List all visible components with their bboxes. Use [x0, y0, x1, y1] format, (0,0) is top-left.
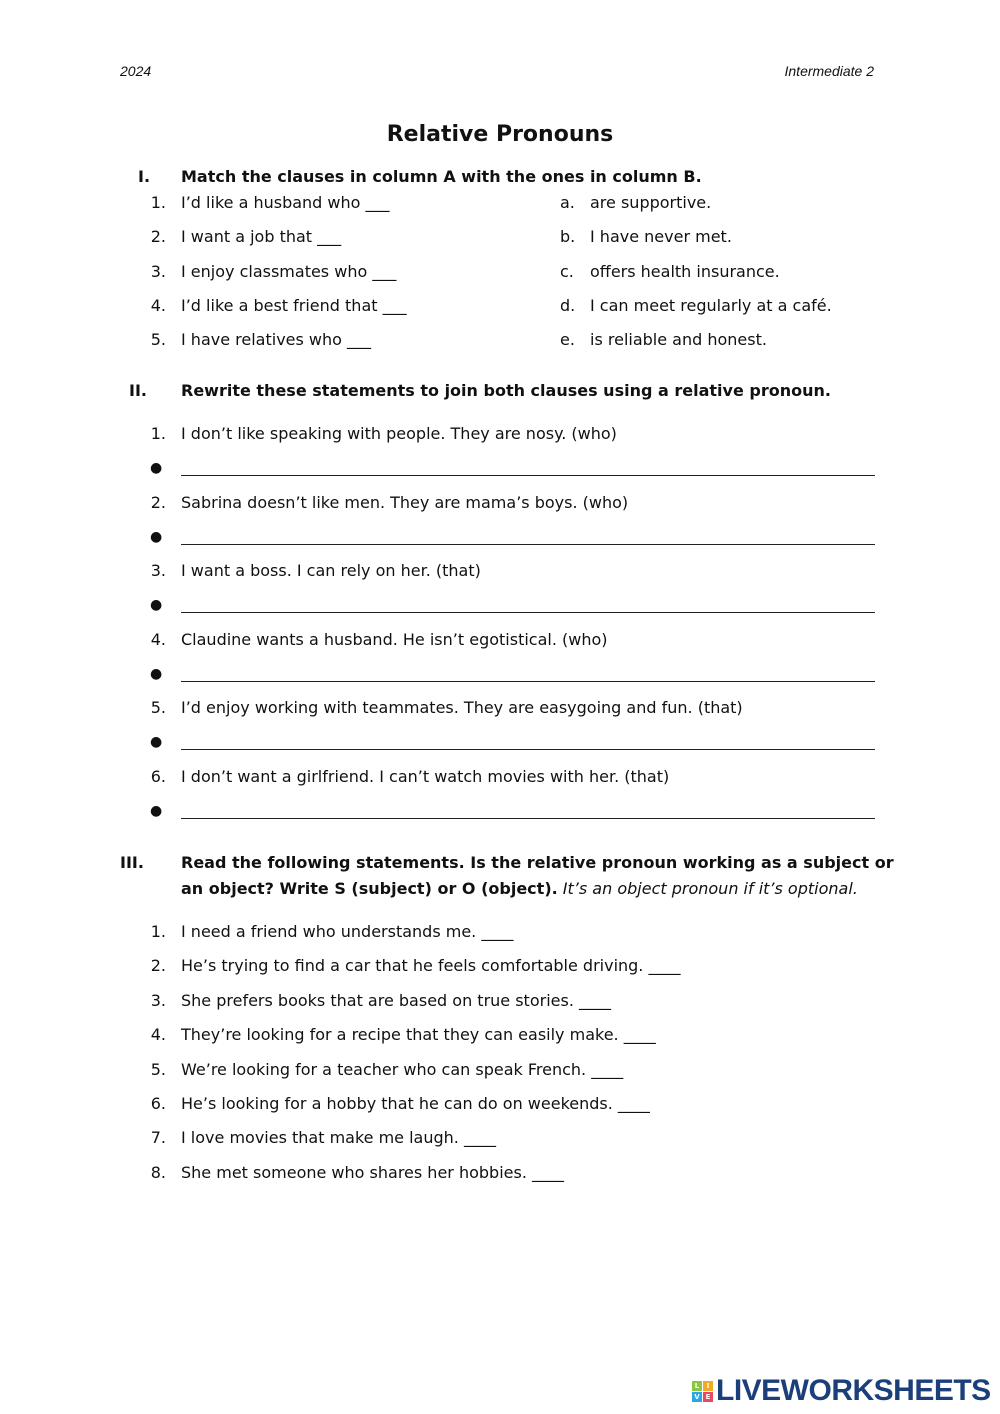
answer-line[interactable]: [181, 681, 875, 682]
statement: They’re looking for a recipe that they can easily make. ____: [181, 1025, 656, 1045]
section3-instruction-bold: an object? Write S (subject) or O (object).: [181, 879, 558, 898]
statement: She prefers books that are based on true stories. ____: [181, 990, 611, 1010]
item-number: 8.: [150, 1162, 166, 1182]
column-a-clause: I’d like a best friend that ___: [181, 295, 407, 315]
column-b-clause: is reliable and honest.: [590, 330, 767, 350]
logo-tile: I: [703, 1381, 713, 1391]
section3-instruction-note: It’s an object pronoun if it’s optional.: [562, 879, 858, 898]
liveworksheets-logo: [692, 1376, 991, 1406]
statement: I love movies that make me laugh. ____: [181, 1128, 496, 1148]
logo-tile: V: [692, 1392, 702, 1402]
statement: I want a boss. I can rely on her. (that): [181, 561, 481, 581]
item-number: 5.: [150, 1059, 166, 1079]
section3-instruction-line2: [181, 879, 858, 899]
column-b-clause: I have never met.: [590, 227, 732, 247]
item-number: 4.: [150, 1025, 166, 1045]
section1-numeral: I.: [138, 167, 151, 186]
column-b-letter: a.: [560, 193, 575, 212]
item-number: 1.: [150, 193, 166, 212]
item-number: 3.: [150, 561, 166, 581]
logo-text: LIVEWORKSHEETS: [716, 1374, 991, 1407]
answer-line[interactable]: [181, 612, 875, 613]
header-level: Intermediate 2: [784, 63, 874, 79]
item-number: 1.: [150, 424, 166, 443]
item-number: 2.: [150, 492, 166, 512]
page-title: Relative Pronouns: [386, 122, 614, 147]
statement: He’s trying to find a car that he feels comfortable driving. ____: [181, 956, 681, 976]
bullet-icon: ●: [150, 597, 163, 614]
statement: We’re looking for a teacher who can speak French. ____: [181, 1059, 624, 1079]
column-b-clause: I can meet regularly at a café.: [590, 295, 832, 315]
logo-tile: L: [692, 1381, 702, 1391]
answer-line[interactable]: [181, 749, 875, 750]
item-number: 5.: [150, 330, 166, 350]
statement: I don’t want a girlfriend. I can’t watch movies with her. (that): [181, 767, 670, 786]
section2-numeral: II.: [129, 381, 147, 400]
bullet-icon: ●: [150, 803, 163, 819]
statement: Claudine wants a husband. He isn’t egotistical. (who): [181, 629, 608, 649]
column-b-letter: d.: [560, 295, 576, 315]
section3-numeral: III.: [120, 853, 144, 872]
column-b-clause: are supportive.: [590, 193, 712, 212]
statement: She met someone who shares her hobbies. ____: [181, 1162, 564, 1182]
item-number: 6.: [150, 767, 166, 786]
bullet-icon: ●: [150, 734, 163, 751]
bullet-icon: ●: [150, 665, 163, 682]
column-b-clause: offers health insurance.: [590, 261, 780, 281]
bullet-icon: ●: [150, 460, 163, 476]
item-number: 5.: [150, 698, 166, 718]
answer-line[interactable]: [181, 818, 875, 819]
item-number: 3.: [150, 990, 166, 1010]
answer-line[interactable]: [181, 475, 875, 476]
section2-instruction: Rewrite these statements to join both clauses using a relative pronoun.: [181, 381, 831, 400]
live-tiles-icon: [692, 1381, 713, 1402]
statement: I don’t like speaking with people. They are nosy. (who): [181, 424, 617, 443]
column-a-clause: I enjoy classmates who ___: [181, 261, 397, 281]
item-number: 4.: [150, 629, 166, 649]
header-year: 2024: [120, 63, 152, 79]
statement: I need a friend who understands me. ____: [181, 922, 514, 941]
statement: He’s looking for a hobby that he can do on weekends. ____: [181, 1094, 650, 1113]
bullet-icon: ●: [150, 528, 163, 545]
column-a-clause: I want a job that ___: [181, 227, 342, 247]
statement: Sabrina doesn’t like men. They are mama’s boys. (who): [181, 492, 629, 512]
answer-line[interactable]: [181, 544, 875, 545]
logo-tile: E: [703, 1392, 713, 1402]
column-b-letter: b.: [560, 227, 576, 247]
section3-instruction-line1: Read the following statements. Is the relative pronoun working as a subject or: [181, 853, 894, 872]
item-number: 4.: [150, 295, 166, 315]
item-number: 3.: [150, 261, 166, 281]
column-b-letter: e.: [560, 330, 575, 350]
column-b-letter: c.: [560, 261, 574, 281]
item-number: 6.: [150, 1094, 166, 1113]
column-a-clause: I have relatives who ___: [181, 330, 372, 350]
item-number: 2.: [150, 227, 166, 247]
column-a-clause: I’d like a husband who ___: [181, 193, 390, 212]
item-number: 7.: [150, 1128, 166, 1148]
statement: I’d enjoy working with teammates. They are easygoing and fun. (that): [181, 698, 743, 718]
item-number: 2.: [150, 956, 166, 976]
item-number: 1.: [150, 922, 166, 941]
section1-instruction: Match the clauses in column A with the ones in column B.: [181, 167, 702, 186]
